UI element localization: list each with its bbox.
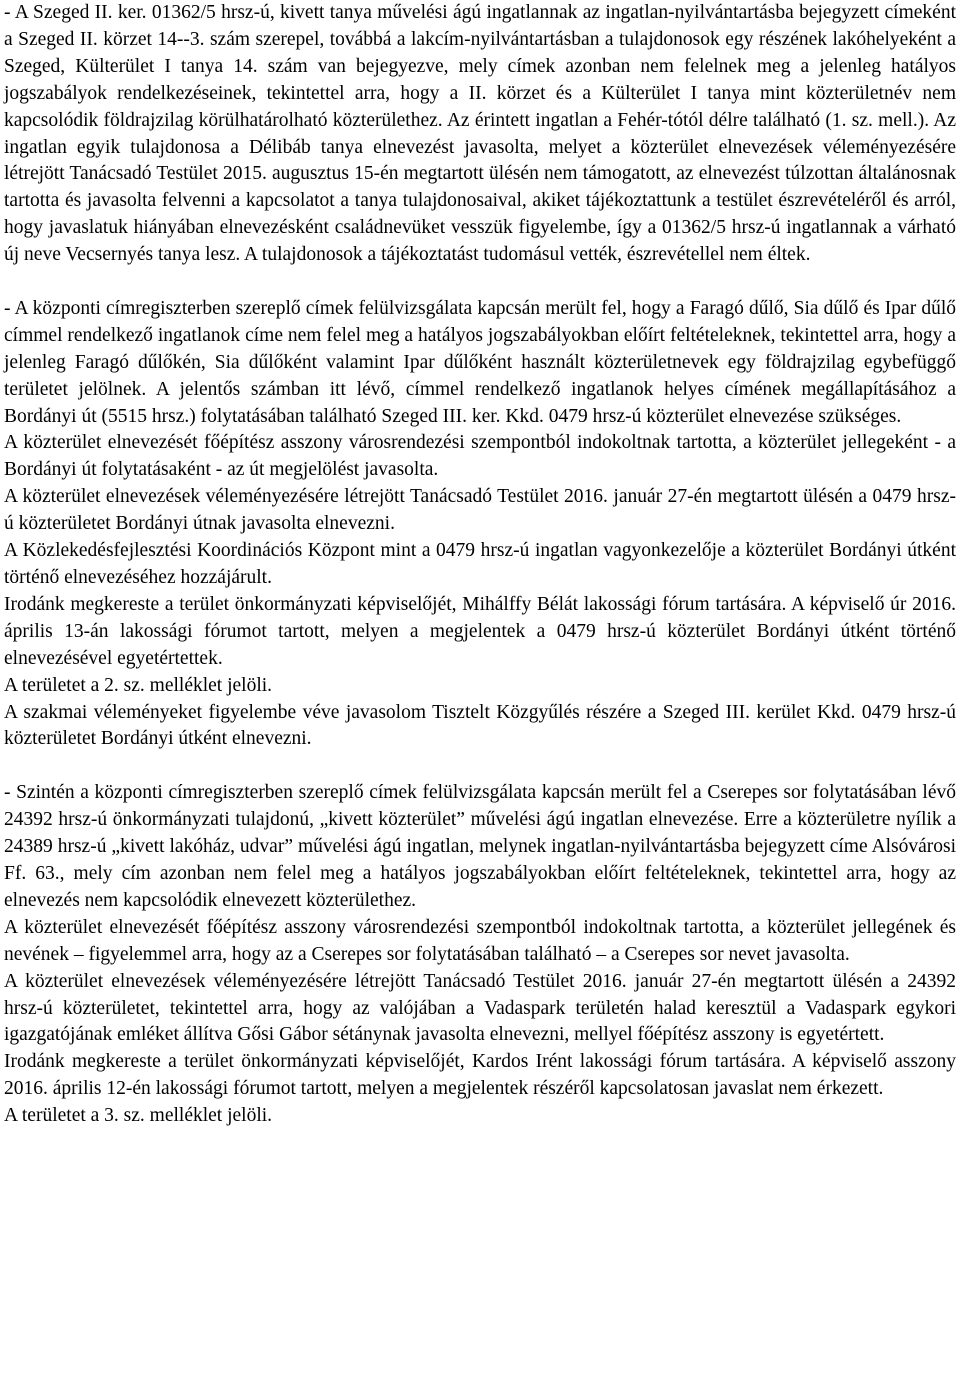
paragraph-gap (4, 269, 956, 296)
paragraph-bordanyi-intro: - A központi címregiszterben szereplő címek felülvizsgálata kapcsán merült fel, hogy a Faragó dűlő, Sia dűlő és Ipar dűlő címmel rendelkező ingatlanok címe nem felel meg a hatályos jogszabályokban előírt feltételeknek, tekintettel arra, hogy a jelenleg Faragó dűlőkén, Sia dűlőként valamint Ipar dűlőként használt közterületnevek egy földrajzilag egybefüggő területet jelölnek. A jelentős számban itt lévő, címmel rendelkező ingatlanok helyes címének megállapításához a Bordányi út (5515 hrsz.) folytatásában található Szeged III. ker. Kkd. 0479 hrsz-ú közterület elnevezése szükséges. (4, 297, 956, 427)
paragraph-bordanyi-chief-architect: A közterület elnevezését főépítész asszony városrendezési szempontból indokoltnak tartotta, a közterület jellegeként - a Bordányi út folytatásaként - az út megjelölést javasolta. (4, 432, 956, 481)
paragraph-tanya-naming: - A Szeged II. ker. 01362/5 hrsz-ú, kivett tanya művelési ágú ingatlannak az ingatlan-nyilvántartásba bejegyzett címeként a Szeged II. körzet 14--3. szám szerepel, továbbá a lakcím-nyilvántartásban a tulajdonosok egy részének lakóhelyeként a Szeged, Külterület I tanya 14. szám van bejegyezve, mely címek azonban nem felelnek meg a jelenleg hatályos jogszabályok rendelkezéseinek, tekintettel arra, hogy a II. körzet és a Külterület I tanya mint közterületnév nem kapcsolódik földrajzilag körülhatárolható közterülethez. Az érintett ingatlan a Fehér-tótól délre található (1. sz. mell.). Az ingatlan egyik tulajdonosa a Délibáb tanya elnevezést javasolta, melyet a közterület elnevezések véleményezésére létrejött Tanácsadó Testület 2015. augusztus 15-én megtartott ülésén nem támogatott, az elnevezést túlzottan általánosnak tartotta és javasolta felvenni a kapcsolatot a tanya tulajdonosaival, akiket tájékoztattunk a testület észrevételéről és arról, hogy javaslatuk hiányában elnevezésként családnevüket vesszük figyelembe, így a 01362/5 hrsz-ú ingatlannak a várható új neve Vecsernyés tanya lesz. A tulajdonosok a tájékoztatást tudomásul vették, észrevétellel nem éltek. (4, 2, 956, 266)
paragraph-bordanyi-proposal: A szakmai véleményeket figyelembe véve javasolom Tisztelt Közgyűlés részére a Szeged III. kerület Kkd. 0479 hrsz-ú közterületet Bordányi útként elnevezni. (4, 701, 956, 750)
paragraph-gap (4, 753, 956, 780)
paragraph-cserepes-advisory-board: A közterület elnevezések véleményezésére létrejött Tanácsadó Testület 2016. január 27-én megtartott ülésén a 24392 hrsz-ú közterületet, tekintettel arra, hogy az valójában a Vadaspark területén halad keresztül a Vadaspark egykori igazgatójának emléket állítva Gősi Gábor sétánynak javasolta elnevezni, mellyel főépítész asszony is egyetértett. (4, 970, 956, 1046)
paragraph-bordanyi-advisory-board: A közterület elnevezések véleményezésére létrejött Tanácsadó Testület 2016. január 27-én megtartott ülésén a 0479 hrsz-ú közterületet Bordányi útnak javasolta elnevezni. (4, 486, 956, 535)
paragraph-cserepes-chief-architect: A közterület elnevezését főépítész asszony városrendezési szempontból indokoltnak tartotta, a közterület jellegének és nevének – figyelemmel arra, hogy az a Cserepes sor folytatásában található – a Cserepes sor nevet javasolta. (4, 916, 956, 965)
paragraph-bordanyi-annex: A területet a 2. sz. melléklet jelöli. (4, 674, 273, 696)
paragraph-cserepes-annex: A területet a 3. sz. melléklet jelöli. (4, 1105, 273, 1127)
paragraph-cserepes-intro: - Szintén a központi címregiszterben szereplő címek felülvizsgálata kapcsán merült fel a Cserepes sor folytatásában lévő 24392 hrsz-ú önkormányzati tulajdonú, „kivett közterület” művelési ágú ingatlan elnevezése. Erre a közterületre nyílik a 24389 hrsz-ú „kivett lakóház, udvar” művelési ágú ingatlan, melynek ingatlan-nyilvántartásba bejegyzett címe Alsóvárosi Ff. 63., mely cím azonban nem felel meg a hatályos jogszabályokban előírt feltételeknek, tekintettel arra, hogy az elnevezés nem kapcsolódik elnevezett közterülethez. (4, 782, 956, 911)
paragraph-cserepes-forum: Irodánk megkereste a terület önkormányzati képviselőjét, Kardos Irént lakossági fórum tartására. A képviselő asszony 2016. április 12-én lakossági fórumot tartott, melyen a megjelentek részéről kapcsolatosan javaslat nem érkezett. (4, 1051, 956, 1100)
document-page (4, 0, 956, 1130)
paragraph-bordanyi-forum: Irodánk megkereste a terület önkormányzati képviselőjét, Mihálffy Bélát lakossági fórum tartására. A képviselő úr 2016. április 13-án lakossági fórumot tartott, melyen a megjelentek a 0479 hrsz-ú közterület Bordányi útként történő elnevezésével egyetértettek. (4, 593, 956, 669)
paragraph-bordanyi-kkk-consent: A Közlekedésfejlesztési Koordinációs Központ mint a 0479 hrsz-ú ingatlan vagyonkezelője a közterület Bordányi útként történő elnevezéséhez hozzájárult. (4, 540, 956, 589)
